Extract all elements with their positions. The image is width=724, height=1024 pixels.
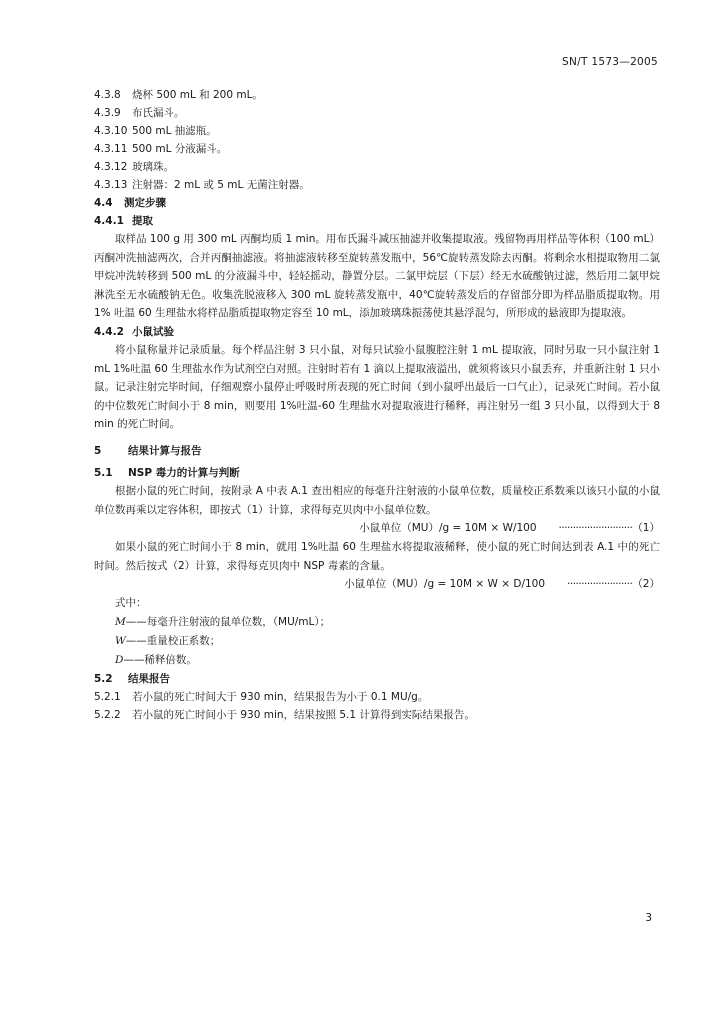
clause-text: 玻璃珠。 [132, 161, 174, 173]
calculation-paragraph: 根据小鼠的死亡时间，按附录 A 中表 A.1 查出相应的每毫升注射液的小鼠单位数，质量校正系数乘以该只小鼠的小鼠单位数再乘以定容体积，即按式（1）计算，求得每克贝肉中小鼠单位数。 [94, 484, 660, 516]
clause-number: 4.3.9 [94, 107, 121, 119]
clause-number: 4.3.11 [94, 143, 128, 155]
equation-leader: ·························· [558, 522, 633, 535]
clause-text: 若小鼠的死亡时间大于 930 min，结果报告为小于 0.1 MU/g。 [132, 691, 429, 704]
clause-text: 烧杯 500 mL 和 200 mL。 [132, 89, 263, 101]
section-number: 5 [94, 444, 102, 457]
list-item [94, 140, 660, 158]
section-title: 提取 [132, 215, 153, 227]
equation-tag: （1） [632, 522, 660, 535]
clause-text: 注射器：2 mL 或 5 mL 无菌注射器。 [132, 179, 310, 191]
variable-symbol: M [115, 616, 126, 629]
extraction-paragraph: 取样品 100 g 用 300 mL 丙酮均质 1 min。用布氏漏斗减压抽滤并收集提取液。残留物再用样品等体积（100 mL）丙酮冲洗抽滤两次，合并丙酮抽滤液。将抽滤液转移至旋转蒸发瓶中，56℃旋转蒸发除去丙酮。将剩余水相提取物用二氯甲烷冲洗转移到 500 mL 的分液漏斗中，轻轻摇动，静置分层。二氯甲烷层（下层）经无水硫酸钠过滤，然后用二氯甲烷淋洗至无水硫酸钠无色。收集洗脱液移入 300 mL 旋转蒸发瓶中，40℃旋转蒸发后的存留部分即为样品脂质提取物。用 1% 吐温 60 生理盐水将样品脂质提取物定容至 10 mL，添加玻璃珠振荡使其悬浮混匀，所形成的悬液即为提取液。 [94, 233, 660, 320]
page-number: 3 [645, 912, 652, 924]
section-title: 结果报告 [128, 673, 170, 686]
list-item [94, 706, 660, 724]
list-item [94, 104, 660, 122]
section-title: 测定步骤 [124, 197, 166, 209]
equation-formula: 小鼠单位（MU）/g = 10M × W × D/100 [344, 578, 546, 591]
where-label: 式中： [115, 597, 147, 610]
variable-definition [94, 613, 660, 632]
clause-number: 4.3.13 [94, 179, 128, 191]
variable-description: 每毫升注射液的鼠单位数，（MU/mL）； [146, 616, 331, 629]
clause-number: 4.3.12 [94, 161, 128, 173]
variable-symbol: D [115, 654, 124, 667]
variable-definition [94, 632, 660, 651]
equation-1 [94, 519, 660, 538]
section-heading-4-4 [94, 194, 660, 212]
list-item [94, 122, 660, 140]
section-heading-5-2 [94, 670, 660, 688]
variable-definition [94, 651, 660, 670]
section-number: 4.4 [94, 197, 113, 209]
section-heading-5 [94, 442, 660, 460]
equation-leader: ······················· [567, 578, 633, 591]
variable-symbol: W [115, 635, 126, 648]
section-number: 4.4.1 [94, 215, 124, 227]
list-item [94, 158, 660, 176]
section-heading-5-1 [94, 464, 660, 482]
variable-dash: —— [125, 616, 147, 629]
section-heading-4-4-1 [94, 212, 660, 230]
clause-number: 4.3.8 [94, 89, 121, 101]
list-item [94, 688, 660, 706]
section-number: 5.1 [94, 466, 113, 479]
variable-description: 重量校正系数； [146, 635, 221, 648]
clause-text: 500 mL 抽滤瓶。 [132, 125, 217, 137]
section-title: NSP 毒力的计算与判断 [128, 466, 240, 479]
section-number: 4.4.2 [94, 325, 124, 338]
clause-text: 布氏漏斗。 [132, 107, 185, 119]
document-body [94, 86, 660, 724]
section-heading-4-4-2 [94, 323, 660, 341]
clause-text: 若小鼠的死亡时间小于 930 min，结果按照 5.1 计算得到实际结果报告。 [132, 709, 475, 722]
clause-number: 5.2.1 [94, 691, 121, 704]
section-title: 小鼠试验 [132, 325, 174, 338]
variable-dash: —— [125, 635, 147, 648]
variable-dash: —— [123, 654, 145, 667]
equation-2 [94, 575, 660, 594]
clause-number: 5.2.2 [94, 709, 121, 722]
clause-number: 4.3.10 [94, 125, 128, 137]
list-item [94, 86, 660, 104]
list-item [94, 176, 660, 194]
equation-formula: 小鼠单位（MU）/g = 10M × W/100 [359, 522, 537, 535]
section-number: 5.2 [94, 673, 113, 686]
variable-description: 稀释倍数。 [144, 654, 197, 667]
standard-code: SN/T 1573—2005 [562, 56, 658, 68]
equation-tag: （2） [632, 578, 660, 591]
mouse-test-paragraph: 将小鼠称量并记录质量。每个样品注射 3 只小鼠，对每只试验小鼠腹腔注射 1 mL 提取液，同时另取一只小鼠注射 1 mL 1%吐温 60 生理盐水作为试剂空白对照。注射时若有 1 滴以上提取液溢出，就须将该只小鼠丢弃，并重新注射 1 只小鼠。记录注射完毕时间，仔细观察小鼠停止呼吸时所表现的死亡时间（到小鼠呼出最后一口气止），记录死亡时间。若小鼠的中位数死亡时间小于 8 min，则要用 1%吐温-60 生理盐水对提取液进行稀释，再注射另一组 3 只小鼠，以得到大于 8 min 的死亡时间。 [94, 343, 660, 431]
section-title: 结果计算与报告 [128, 444, 202, 457]
clause-text: 500 mL 分液漏斗。 [132, 143, 228, 155]
dilution-paragraph: 如果小鼠的死亡时间小于 8 min，就用 1%吐温 60 生理盐水将提取液稀释，使小鼠的死亡时间达到表 A.1 中的死亡时间。然后按式（2）计算，求得每克贝肉中 NSP 毒素的含量。 [94, 541, 660, 572]
